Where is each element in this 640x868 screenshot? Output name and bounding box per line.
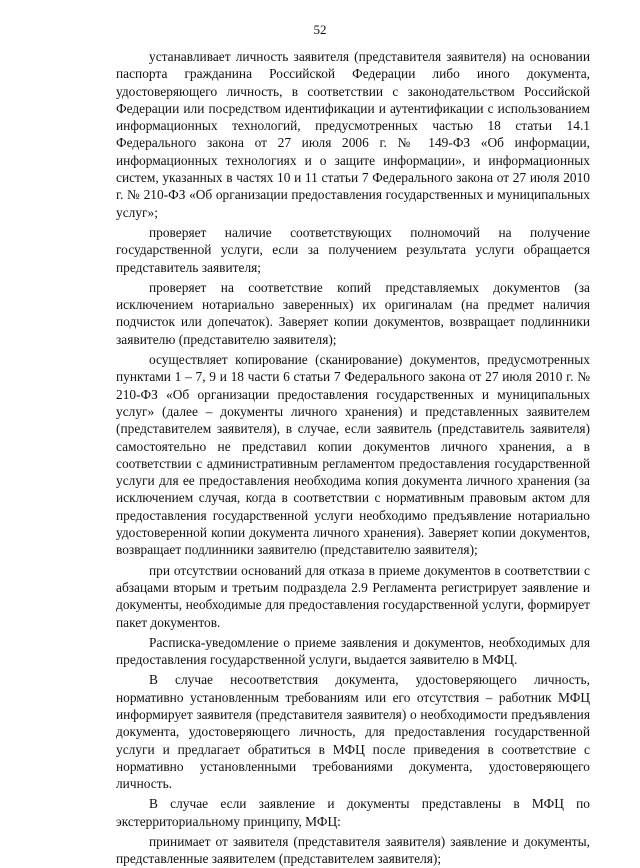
paragraph-identity-check: устанавливает личность заявителя (представителя заявителя) на основании паспорта гражданина Российской Федерации либо иного документа, удостоверяющего личность, в соответствии с законодательством Российской Федерации или посредством идентификации и аутентификации с использованием информационных технологий, предусмотренных частью 18 статьи 14.1 Федерального закона от 27 июля 2006 г. № 149-ФЗ «Об информации, информационных технологиях и о защите информации», и информационных систем, указанных в частях 10 и 11 статьи 7 Федерального закона от 27 июля 2010 г. № 210-ФЗ «Об организации предоставления государственных и муниципальных услуг»; [116,49,590,220]
paragraph-identity-mismatch: В случае несоответствия документа, удостоверяющего личность, нормативно установленным требованиям или его отсутствия – работник МФЦ информирует заявителя (представителя заявителя) о необходимости предъявления документа, удостоверяющего личность, для предоставления государственной услуги и предлагает обратиться в МФЦ после приведения в соответствие с нормативно установленными требованиями документа, удостоверяющего личность. [116,672,590,792]
paragraph-document-scanning: осуществляет копирование (сканирование) документов, предусмотренных пунктами 1 – 7, 9 и 18 части 6 статьи 7 Федерального закона от 27 июля 2010 г. № 210-ФЗ «Об организации предоставления государственных и муниципальных услуг» (далее – документы личного хранения) и представленных заявителем (представителем заявителя), в случае, если заявитель (представитель заявителя) самостоятельно не представил копии документов личного хранения, а в соответствии с административным регламентом предоставления государственной услуги для ее предоставления необходима копия документа личного хранения (за исключением случая, когда в соответствии с нормативным правовым актом для предоставления государственной услуги необходимо предъявление нотариально удостоверенной копии документа личного хранения). Заверяет копии документов, возвращает подлинники заявителю (представителю заявителя); [116,352,590,558]
document-body [116,48,590,868]
paragraph-authority-check: проверяет наличие соответствующих полномочий на получение государственной услуги, если за получением результата услуги обращается представитель заявителя; [116,224,590,275]
paragraph-copies-verification: проверяет на соответствие копий представляемых документов (за исключением нотариально заверенных) их оригиналам (на предмет наличия подчисток или допечаток). Заверяет копии документов, возвращает подлинники заявителю (представителю заявителя); [116,279,590,347]
page-number: 52 [313,22,327,37]
paragraph-receipt-notice: Расписка-уведомление о приеме заявления и документов, необходимых для предоставления государственной услуги, выдается заявителю в МФЦ. [116,634,590,668]
paragraph-registration: при отсутствии оснований для отказа в приеме документов в соответствии с абзацами вторым и третьим подраздела 2.9 Регламента регистрирует заявление и документы, необходимые для предоставления государственной услуги, формирует пакет документов. [116,562,590,630]
paragraph-extraterritorial: В случае если заявление и документы представлены в МФЦ по экстерриториальному принципу, МФЦ: [116,796,590,829]
paragraph-accepts-application: принимает от заявителя (представителя заявителя) заявление и документы, представленные заявителем (представителем заявителя); [116,834,590,867]
